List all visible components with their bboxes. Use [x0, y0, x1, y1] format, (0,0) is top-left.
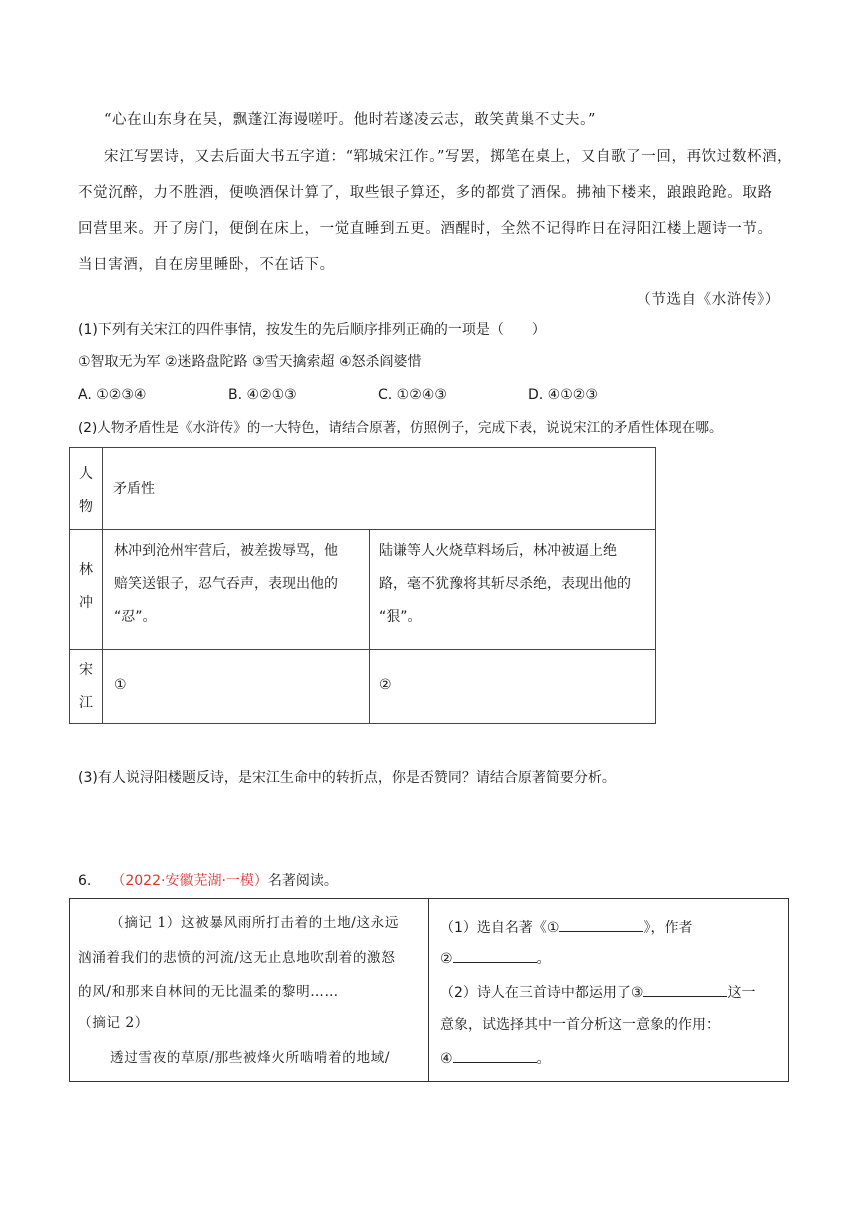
- option-a: A. ①②③④: [78, 387, 147, 403]
- table-cell-linchong-left: 林冲到沧州牢营后，被差拨辱骂，他 赔笑送银子，忍气吞声，表现出他的 “忍”。: [103, 530, 370, 650]
- contradiction-table: [69, 447, 656, 724]
- answer-blank-2[interactable]: [453, 948, 537, 963]
- option-b: B. ④②①③: [228, 387, 297, 403]
- question-number: 6.: [78, 873, 92, 889]
- table-header-person: 人物: [70, 448, 103, 530]
- answer-blank-3[interactable]: [643, 982, 727, 997]
- passage-line-2: 宋江写罢诗，又去后面大书五字道：“郓城宋江作。”写罢，掷笔在桌上，又自歌了一回，再饮过数杯酒，: [104, 149, 793, 165]
- option-c: C. ①②④③: [378, 387, 447, 403]
- passage-line-1: “心在山东身在吴，飘蓬江海谩嗟吁。他时若遂凌云志，敢笑黄巢不丈夫。”: [104, 112, 596, 128]
- excerpt-line-2: 汹涌着我们的悲愤的河流/这无止息地吹刮着的激怒: [78, 950, 396, 966]
- passage-line-4: 回营里来。开了房门，便倒在床上，一觉直睡到五更。酒醒时，全然不记得昨日在浔阳江楼上题诗一节。: [78, 221, 773, 237]
- table-row-name: 林冲: [70, 530, 103, 650]
- question-3-stem: (3)有人说浔阳楼题反诗，是宋江生命中的转折点，你是否赞同？请结合原著简要分析。: [78, 770, 616, 786]
- answer-2-line-a: （2）诗人在三首诗中都运用了③ 这一: [440, 982, 755, 1003]
- option-d: D. ④①②③: [528, 387, 598, 403]
- excerpt-line-3: 的风/和那来自林间的无比温柔的黎明……: [78, 984, 339, 1000]
- answer-2-line-b: 意象，试选择其中一首分析这一意象的作用：: [440, 1017, 720, 1033]
- table-row-name: 宋江: [70, 650, 103, 724]
- answer-blank-4[interactable]: [453, 1048, 537, 1063]
- question-1-events: ①智取无为军 ②迷路盘陀路 ③雪天擒索超 ④怒杀阎婆惜: [78, 354, 422, 370]
- passage-line-5: 当日害酒，自在房里睡卧，不在话下。: [78, 257, 335, 273]
- table-cell-songjiang-left: ①: [103, 650, 370, 724]
- question-2-stem: (2)人物矛盾性是《水浒传》的一大特色，请结合原著，仿照例子，完成下表，说说宋江的矛盾性体现在哪。: [78, 420, 723, 436]
- excerpt-line-5: 透过雪夜的草原/那些被烽火所啮啃着的地域/: [110, 1050, 391, 1066]
- answer-1-line-b: ② 。: [440, 948, 551, 969]
- answer-2-line-c: ④ 。: [440, 1048, 551, 1069]
- table-header-contradiction: 矛盾性: [103, 448, 656, 530]
- table-cell-songjiang-right: ②: [370, 650, 656, 724]
- excerpt-line-4: （摘记 2）: [78, 1015, 149, 1031]
- question-6-title: 名著阅读。: [267, 873, 338, 889]
- answer-1-line-a: （1）选自名著《① 》，作者: [440, 917, 692, 938]
- table-cell-linchong-right: 陆谦等人火烧草料场后，林冲被逼上绝 路，毫不犹豫将其斩尽杀绝，表现出他的 “狠”。: [370, 530, 656, 650]
- passage-source: （节选自《水浒传》）: [636, 292, 780, 308]
- question-6-heading: [78, 871, 338, 891]
- excerpt-line-1: （摘记 1）这被暴风雨所打击着的土地/这永远: [110, 915, 400, 931]
- reading-box: [69, 898, 789, 1082]
- source-tag: （2022·安徽芜湖·一模）: [111, 873, 268, 889]
- answer-blank-1[interactable]: [559, 917, 643, 932]
- box-divider: [428, 899, 429, 1081]
- passage-line-3: 不觉沉醉，力不胜酒，便唤酒保计算了，取些银子算还，多的都赏了酒保。拂袖下楼来，踉踉跄跄。取路: [78, 185, 773, 201]
- question-1-stem: (1)下列有关宋江的四件事情，按发生的先后顺序排列正确的一项是（ ）: [78, 322, 546, 338]
